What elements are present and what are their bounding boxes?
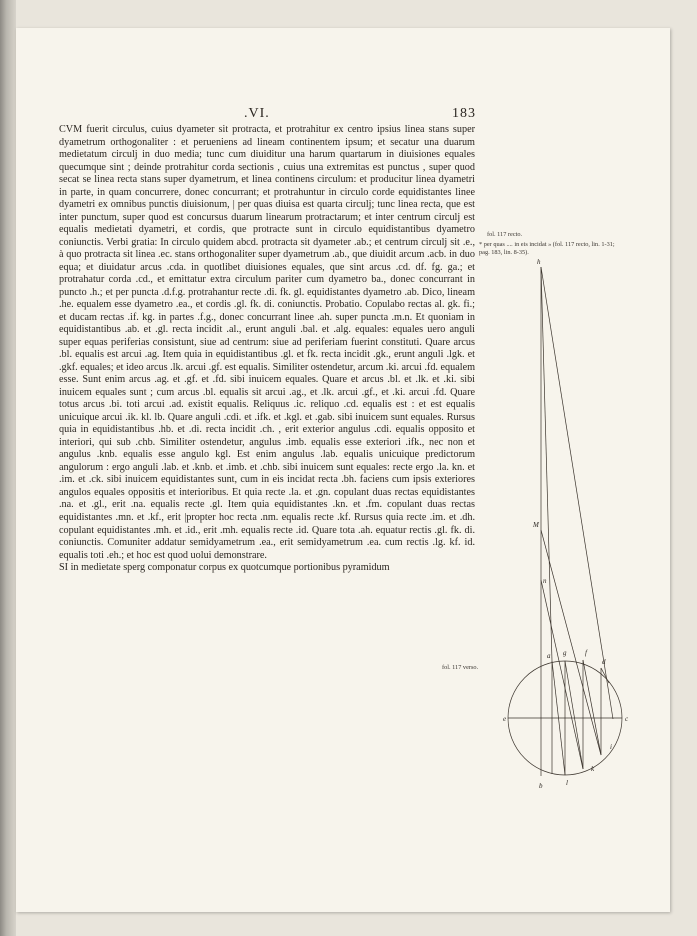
side-note-fol-verso: fol. 117 verso.	[442, 664, 479, 671]
chapter-number: .VI.	[244, 106, 270, 121]
label-d: d	[602, 658, 606, 666]
label-f: f	[585, 649, 587, 657]
label-b: b	[539, 782, 543, 790]
label-a: a	[547, 652, 551, 660]
main-text	[59, 124, 475, 575]
label-m: M	[533, 521, 539, 529]
side-note-per-quas: * per quas .... in eis incidat » (fol. 117 recto, lin. 1-31; pag. 183, lin. 8-35).	[479, 241, 615, 256]
line-mi	[541, 530, 601, 755]
paragraph-1: CVM fuerit circulus, cuius dyameter sit protracta, et protrahitur ex centro ipsius linea stans super dyametrum orthogonaliter : et perueniens ad lineam continentem ipsum; et secatur una duarum medietatum circulj in duo media; tunc cum diuiditur una harum quartarum in diuisiones equales quecumque sint ; deinde protrahitur corda sectionis , cuius una extremitas est punctus , super quod secat se linea recta stans super dyametrum, et linea continens circulum: et producitur linea dyametri in parte, in quam concurrere, donec concurrant; et protrahuntur in circulo corde equidistantes linee dyametri ex omnibus punctis diuisionum, | per quas diuisa est quarta circulj; tunc linea recta, que est inter punctum, super quod est concursus duarum linearum protractarum; et inter centrum circulj est equalis medietati dyametri, et cordis, que protracte sunt in circulo equidistantibus dyametro coniunctis. Verbi gratia: In circulo quidem abcd. protracta sit dyameter .ab.; et centrum circulj sit .e., à quo protracta sit linea .ec. stans orthogonaliter super dyametrum .ab., que diuidit arcum .acb. in duo equa; et diuidatur arcus .cda. in quotlibet diuisiones equales, que sint arcus .cd. df. fg. ga.; et protrahatur corda .cd., et emittatur extra circulum pariter cum dyametro ba., donec concurrant in puncto .h.; et per puncta .d.f.g. protrahantur recte .di. fk. gl. equidistantes dyametro .ab. Dico, lineam .he. equalem esse dyametro .ea., et cordis .gl. fk. di. coniunctis. Probatio. Copulabo rectas al. gk. fi.; et ducam rectas .if. kg. in partes .f.g., donec concurrant linee .ah. super puncta .m.n. Et quoniam in equidistantibus .ab. et .gl. recta incidit .al., erunt anguli .bal. et .alg. equales: equales uero anguli super equas periferias consistunt, siue ad centrum: siue ad periferiam fuerint constituti. Quare arcus .bl. equalis est arcui .ag. Item quia in equidistantibus .gl. et fk. recta incidit .gk., erunt anguli .lgk. et .gkf. equales; et ideo arcus .lk. arcui .gf. est equalis. Similiter ostendetur, arcum .ki. arcui .fd. equalem esse. Sunt enim arcus .ag. et .gf. et .fd. sibi inuicem equales. Quare et arcus .bl. et .lk. et .ki. sibi inuicem equales sunt ; cum arcus .bl. equalis sit arcui .ag., et .lk. arcui .gf., et .ki. arcui .fd. Quare totus arcus .bi. toti arcui .ad. existit equalis. Reliquus .ic. reliquo .cd. equalis est : et est equalis unicuique arcui .ik. kl. lb. Quare anguli .cdi. et .ifk. et .kgl. et .gab. sibi inuicem sunt equales. Rursus quia in equidistantibus .hb. et .di. recta incidit .ch. , erit exterior angulus .cdi. equalis opposito et interiori, qui sub .chb. Similiter ostendetur, angulus .imb. equalis esse exteriori .ifk., nec non et angulus .knb. equalis esse angulo kgl. Est enim angulus .lab. equalis unicuique predictorum angulorum : ergo anguli .lab. et .knb. et .imb. et .chb. sibi inuicem sunt equales: recte ergo .la. kn. et .im. et .ck. sibi inuicem equidistantes sunt, cum in eis incidat recta .bh. faciens cum ipsis exteriores angulos equales oppositis et interioribus. Et quia recte .la. et .gn. copulant duas rectas equidistantes .na. et .gl., erit .na. equalis recte .gl. Item quia equidistantes .kn. et .fm. copulant duas rectas equidistantes .mn. et .kf., erit |propter hoc recta .nm. equalis recte .kf. Rursus quia recte .im. et .dh. copulant equidistantes .mh. et .id., erit .mh. equalis recte .id. Quare tota .ah. equatur rectis .gl. fk. di. coniunctis. Comuniter addatur semidyametrum .ea., erit semidyametrum .ea. cum rectis .lg. kf. id. equalis toti .eh.; et hoc est quod uolui demonstrare.	[59, 124, 476, 561]
label-h: h	[537, 258, 541, 266]
label-e: e	[503, 715, 507, 723]
figure-svg	[505, 255, 635, 795]
label-k: k	[591, 765, 595, 773]
geometric-figure	[505, 255, 635, 795]
paragraph-2: SI in medietate sperg componatur corpus ex quotcumque portionibus pyramidum	[59, 562, 390, 574]
book-gutter	[0, 0, 16, 936]
line-fi	[583, 660, 601, 755]
label-n: n	[543, 577, 547, 585]
page-number: 183	[452, 106, 476, 121]
label-g: g	[563, 649, 567, 657]
label-l: l	[566, 779, 568, 787]
label-i: i	[610, 743, 612, 751]
label-c: c	[625, 715, 629, 723]
side-note-fol-recto: fol. 117 recto.	[487, 231, 523, 238]
